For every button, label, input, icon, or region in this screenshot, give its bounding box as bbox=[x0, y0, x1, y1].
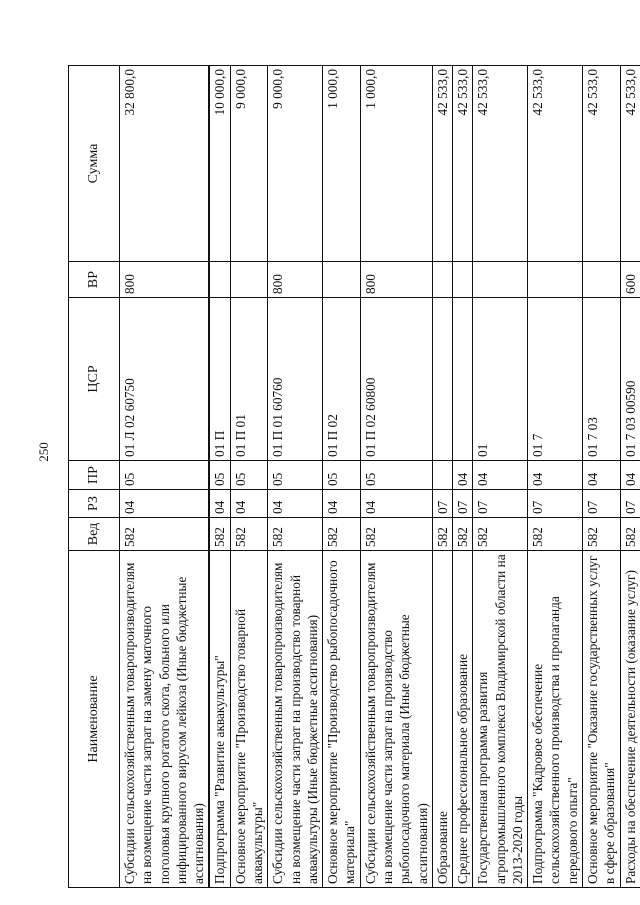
cell-ved: 582 bbox=[323, 518, 361, 551]
cell-pr: 05 bbox=[323, 461, 361, 490]
table-row bbox=[473, 66, 528, 888]
cell-rz: 04 bbox=[230, 490, 268, 518]
cell-rz: 07 bbox=[620, 490, 640, 518]
table-row bbox=[230, 66, 268, 888]
cell-name: Основное мероприятие "Оказание государственных услуг в сфере образования" bbox=[583, 551, 621, 888]
page-number: 250 bbox=[36, 442, 51, 462]
cell-name: Расходы на обеспечение деятельности (оказание услуг) bbox=[620, 551, 640, 888]
cell-name: Субсидии сельскохозяйственным товаропроизводителям на возмещение части затрат на замену маточного поголовья крупного рогатого скота, больного или инфицированного вирусом лейкоза (Иные бюджетные ассигнования) bbox=[120, 551, 210, 888]
cell-pr: 05 bbox=[268, 461, 323, 490]
cell-rz: 04 bbox=[120, 490, 210, 518]
cell-sum: 42 533,0 bbox=[432, 66, 452, 262]
cell-rz: 07 bbox=[432, 490, 452, 518]
cell-vr: 800 bbox=[120, 262, 210, 298]
cell-rz: 04 bbox=[268, 490, 323, 518]
cell-pr: 04 bbox=[453, 461, 473, 490]
cell-name: Образование bbox=[432, 551, 452, 888]
cell-ved: 582 bbox=[620, 518, 640, 551]
cell-sum: 42 533,0 bbox=[528, 66, 583, 262]
cell-rz: 04 bbox=[360, 490, 432, 518]
cell-sum: 9 000,0 bbox=[268, 66, 323, 262]
cell-csr bbox=[453, 298, 473, 461]
header-rz: РЗ bbox=[69, 490, 120, 518]
table-row bbox=[453, 66, 473, 888]
cell-csr: 01 7 bbox=[528, 298, 583, 461]
cell-pr: 04 bbox=[620, 461, 640, 490]
cell-csr: 01 П 01 60760 bbox=[268, 298, 323, 461]
cell-vr bbox=[528, 262, 583, 298]
cell-ved: 582 bbox=[432, 518, 452, 551]
table-row bbox=[360, 66, 432, 888]
cell-vr bbox=[230, 262, 268, 298]
cell-sum: 42 533,0 bbox=[473, 66, 528, 262]
cell-sum: 42 533,0 bbox=[620, 66, 640, 262]
cell-ved: 582 bbox=[453, 518, 473, 551]
table-header-row bbox=[69, 66, 120, 888]
cell-csr: 01 П 02 bbox=[323, 298, 361, 461]
cell-vr bbox=[323, 262, 361, 298]
cell-ved: 582 bbox=[473, 518, 528, 551]
cell-vr bbox=[453, 262, 473, 298]
cell-csr bbox=[432, 298, 452, 461]
cell-pr bbox=[432, 461, 452, 490]
table-body bbox=[120, 66, 640, 888]
header-name: Наименование bbox=[69, 551, 120, 888]
table-row bbox=[620, 66, 640, 888]
cell-rz: 07 bbox=[473, 490, 528, 518]
cell-pr: 05 bbox=[120, 461, 210, 490]
cell-rz: 04 bbox=[323, 490, 361, 518]
budget-table bbox=[68, 65, 640, 888]
cell-ved: 582 bbox=[209, 518, 230, 551]
cell-ved: 582 bbox=[528, 518, 583, 551]
cell-ved: 582 bbox=[268, 518, 323, 551]
cell-sum: 32 800,0 bbox=[120, 66, 210, 262]
cell-rz: 07 bbox=[453, 490, 473, 518]
header-csr: ЦСР bbox=[69, 298, 120, 461]
cell-ved: 582 bbox=[360, 518, 432, 551]
cell-ved: 582 bbox=[120, 518, 210, 551]
cell-pr: 04 bbox=[473, 461, 528, 490]
cell-rz: 07 bbox=[583, 490, 621, 518]
table-row bbox=[323, 66, 361, 888]
cell-vr bbox=[432, 262, 452, 298]
cell-name: Подпрограмма "Развитие аквакультуры" bbox=[209, 551, 230, 888]
cell-sum: 1 000,0 bbox=[360, 66, 432, 262]
cell-pr: 05 bbox=[209, 461, 230, 490]
cell-pr: 05 bbox=[360, 461, 432, 490]
cell-pr: 04 bbox=[583, 461, 621, 490]
cell-csr: 01 П 01 bbox=[230, 298, 268, 461]
cell-sum: 1 000,0 bbox=[323, 66, 361, 262]
table-row bbox=[120, 66, 210, 888]
cell-vr bbox=[209, 262, 230, 298]
cell-name: Государственная программа развития агропромышленного комплекса Владимирской области на 2013-2020 годы bbox=[473, 551, 528, 888]
header-ved: Вед bbox=[69, 518, 120, 551]
table-row bbox=[528, 66, 583, 888]
table-row bbox=[268, 66, 323, 888]
cell-pr: 05 bbox=[230, 461, 268, 490]
header-pr: ПР bbox=[69, 461, 120, 490]
cell-name: Субсидии сельскохозяйственным товаропроизводителям на возмещение части затрат на производство рыбопосадочного материала (Иные бюджетные ассигнования) bbox=[360, 551, 432, 888]
cell-vr: 800 bbox=[360, 262, 432, 298]
rotated-page-content bbox=[68, 66, 638, 888]
table-row bbox=[209, 66, 230, 888]
cell-name: Среднее профессиональное образование bbox=[453, 551, 473, 888]
header-vr: ВР bbox=[69, 262, 120, 298]
cell-sum: 42 533,0 bbox=[583, 66, 621, 262]
cell-name: Основное мероприятие "Производство товарной аквакультуры" bbox=[230, 551, 268, 888]
cell-csr: 01 bbox=[473, 298, 528, 461]
cell-name: Подпрограмма "Кадровое обеспечение сельскохозяйственного производства и пропаганда передового опыта" bbox=[528, 551, 583, 888]
cell-vr: 800 bbox=[268, 262, 323, 298]
cell-sum: 10 000,0 bbox=[209, 66, 230, 262]
table-row bbox=[432, 66, 452, 888]
cell-csr: 01 П bbox=[209, 298, 230, 461]
cell-rz: 07 bbox=[528, 490, 583, 518]
cell-name: Субсидии сельскохозяйственным товаропроизводителям на возмещение части затрат на производство товарной аквакультуры (Иные бюджетные ассигнования) bbox=[268, 551, 323, 888]
cell-vr bbox=[583, 262, 621, 298]
table-row bbox=[583, 66, 621, 888]
cell-sum: 9 000,0 bbox=[230, 66, 268, 262]
cell-csr: 01 7 03 bbox=[583, 298, 621, 461]
cell-rz: 04 bbox=[209, 490, 230, 518]
cell-ved: 582 bbox=[230, 518, 268, 551]
cell-ved: 582 bbox=[583, 518, 621, 551]
cell-csr: 01 П 02 60800 bbox=[360, 298, 432, 461]
cell-vr bbox=[473, 262, 528, 298]
cell-sum: 42 533,0 bbox=[453, 66, 473, 262]
cell-name: Основное мероприятие "Производство рыбопосадочного материала" bbox=[323, 551, 361, 888]
cell-vr: 600 bbox=[620, 262, 640, 298]
cell-csr: 01 Л 02 60750 bbox=[120, 298, 210, 461]
cell-pr: 04 bbox=[528, 461, 583, 490]
header-sum: Сумма bbox=[69, 66, 120, 262]
cell-csr: 01 7 03 00590 bbox=[620, 298, 640, 461]
